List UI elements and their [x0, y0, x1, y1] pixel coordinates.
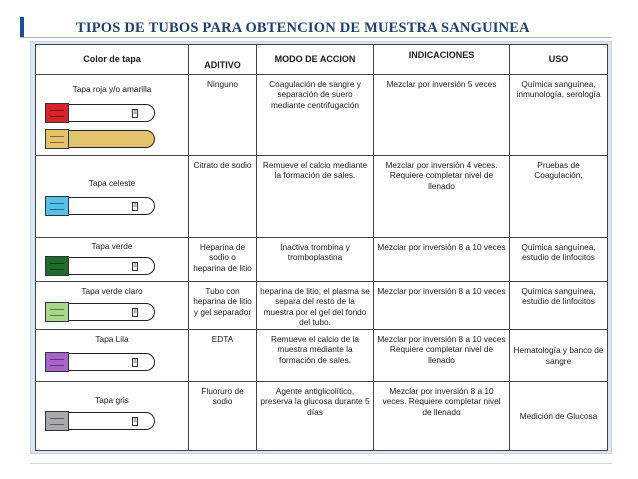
page-title: TIPOS DE TUBOS PARA OBTENCION DE MUESTRA SANGUINEA — [76, 20, 530, 36]
header-modo: MODO DE ACCION — [257, 45, 374, 75]
tube-lilac-icon — [45, 352, 155, 372]
aditivo-cell: Citrato de sodio — [189, 156, 257, 238]
indicaciones-cell: Mezclar por inversión 8 a 10 veces — [374, 238, 510, 282]
aditivo-cell: Fluoruro de sodio — [189, 382, 257, 451]
uso-cell: Química sanguínea, estudio de linfocitos — [510, 282, 608, 330]
modo-cell: Remueve el calcio mediante la formación de sales. — [257, 156, 374, 238]
header-indicaciones: INDICACIONES — [374, 45, 510, 75]
tube-color-label: Tapa verde claro — [81, 286, 143, 296]
tube-body: ≡ — [69, 197, 155, 215]
table-row — [36, 238, 608, 282]
tube-body: ≡ — [69, 257, 155, 275]
tube-yellow-icon — [45, 129, 155, 149]
indicaciones-cell: Mezclar por inversión 8 a 10 veces. Requiere completar nivel de llenado — [374, 382, 510, 451]
modo-cell: Agente antiglicolítico, preserva la glucosa durante 5 días — [257, 382, 374, 451]
uso-cell: Pruebas de Coagulación, — [510, 156, 608, 238]
tube-color-cell — [36, 75, 189, 156]
modo-cell: Coagulación de sangre y separación de suero mediante centrifugación — [257, 75, 374, 156]
header-aditivo: ADITIVO — [189, 45, 257, 75]
tube-lightgreen-icon — [45, 302, 155, 322]
tube-body: ≡ — [69, 104, 155, 122]
tube-cap — [45, 302, 69, 322]
tube-color-cell — [36, 238, 189, 282]
table-row — [36, 330, 608, 382]
tube-cap — [45, 411, 69, 431]
tube-cap — [45, 129, 69, 149]
tube-color-cell — [36, 156, 189, 238]
tube-cap — [45, 256, 69, 276]
modo-cell: Remueve el calcio de la muestra mediante la formación de sales. — [257, 330, 374, 382]
aditivo-cell: Heparina de sodio o heparina de litio — [189, 238, 257, 282]
header-uso: USO — [510, 45, 608, 75]
aditivo-cell: Tubo con heparina de litio y gel separador — [189, 282, 257, 330]
tube-body — [69, 130, 155, 148]
tube-color-cell — [36, 282, 189, 330]
table-row — [36, 75, 608, 156]
table-row — [36, 282, 608, 330]
aditivo-cell: Ninguno — [189, 75, 257, 156]
title-accent-bar — [20, 17, 24, 37]
tube-color-label: Tapa gris — [95, 395, 129, 405]
tube-body: ≡ — [69, 412, 155, 430]
indicaciones-cell: Mezclar por inversión 5 veces — [374, 75, 510, 156]
uso-cell: Química sanguínea, inmunología, serología — [510, 75, 608, 156]
tube-color-label: Tapa celeste — [88, 178, 136, 188]
indicaciones-cell: Mezclar por inversión 8 a 10 veces Requiere completar nivel de llenado — [374, 330, 510, 382]
bottom-divider — [30, 463, 612, 464]
tube-cap — [45, 196, 69, 216]
uso-cell: Química sanguínea, estudio de linfocitos — [510, 238, 608, 282]
tube-color-cell — [36, 330, 189, 382]
tube-color-cell — [36, 382, 189, 451]
tube-body: ≡ — [69, 303, 155, 321]
tube-lightblue-icon — [45, 196, 155, 216]
tube-cap — [45, 352, 69, 372]
tube-cap — [45, 103, 69, 123]
title-divider — [20, 37, 612, 38]
indicaciones-cell: Mezclar por inversión 8 a 10 veces — [374, 282, 510, 330]
tube-color-label: Tapa roja y/o amarilla — [72, 84, 152, 94]
table-row — [36, 382, 608, 451]
tube-color-label: Tapa Lila — [95, 334, 129, 344]
modo-cell: heparina de litio; el plasma se separa del resto de la muestra por el gel del fondo del tubo. — [257, 282, 374, 330]
header-color: Color de tapa — [36, 45, 189, 75]
aditivo-cell: EDTA — [189, 330, 257, 382]
indicaciones-cell: Mezclar por inversión 4 veces. Requiere completar nivel de llenado — [374, 156, 510, 238]
tube-body: ≡ — [69, 353, 155, 371]
table-row — [36, 156, 608, 238]
tube-green-icon — [45, 256, 155, 276]
modo-cell: Inactiva trombina y tromboplastina — [257, 238, 374, 282]
tube-red-icon — [45, 103, 155, 123]
blood-tube-table — [35, 44, 608, 451]
uso-cell: Hematología y banco de sangre — [510, 330, 608, 382]
uso-cell: Medición de Glucosa — [510, 382, 608, 451]
tube-color-label: Tapa verde — [91, 241, 133, 251]
tube-gray-icon — [45, 411, 155, 431]
